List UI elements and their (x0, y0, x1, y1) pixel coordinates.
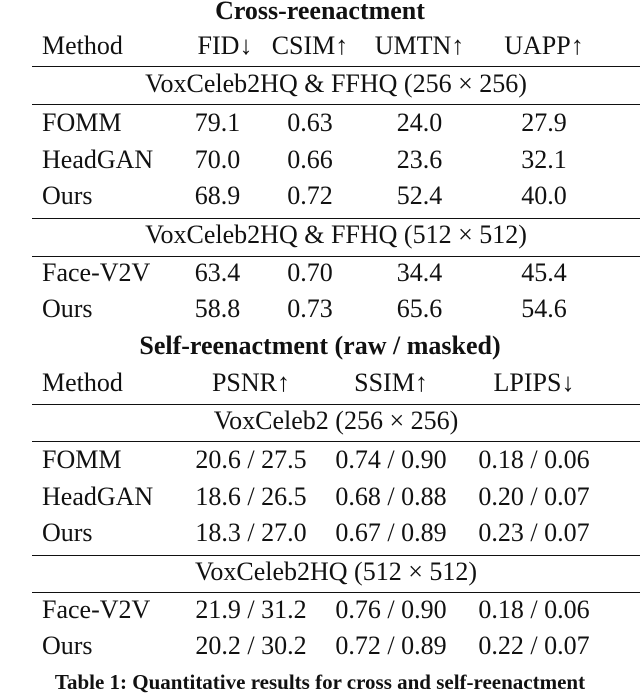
table-cell-ssim: 0.67 / 0.89 (335, 518, 447, 547)
table-row-method: Ours (42, 294, 93, 323)
self-header-method: Method (42, 368, 123, 397)
cross-header-uapp: UAPP↑ (504, 31, 584, 60)
table-cell-ssim: 0.76 / 0.90 (335, 595, 447, 624)
self-group-rule-2-top (32, 555, 640, 556)
table-cell-uapp: 32.1 (521, 145, 567, 174)
table-cell-fid: 79.1 (194, 108, 241, 137)
table-cell-psnr: 18.6 / 26.5 (195, 482, 307, 511)
table-cell-ssim: 0.74 / 0.90 (335, 445, 447, 474)
cross-group-rule-1 (32, 104, 640, 105)
table-cell-csim: 0.73 (287, 294, 333, 323)
table-cell-psnr: 20.2 / 30.2 (195, 631, 307, 660)
table-row-method: FOMM (42, 108, 122, 137)
table-cell-uapp: 54.6 (521, 294, 567, 323)
table-cell-lpips: 0.23 / 0.07 (478, 518, 590, 547)
table-cell-csim: 0.70 (287, 258, 333, 287)
table-cell-umtn: 52.4 (396, 181, 443, 210)
table-cell-umtn: 24.0 (396, 108, 443, 137)
cross-header-rule (32, 66, 640, 67)
cross-group-label-1: VoxCeleb2HQ & FFHQ (256 × 256) (145, 69, 527, 98)
table-cell-fid: 63.4 (194, 258, 241, 287)
table-cell-fid: 58.8 (194, 294, 241, 323)
self-group-rule-2-bottom (32, 592, 640, 593)
table-cell-lpips: 0.22 / 0.07 (478, 631, 590, 660)
cross-header-method: Method (42, 31, 123, 60)
table-cell-psnr: 20.6 / 27.5 (195, 445, 307, 474)
cross-header-csim: CSIM↑ (271, 31, 349, 60)
table-cell-fid: 70.0 (194, 145, 241, 174)
self-group-rule-1 (32, 441, 640, 442)
self-header-lpips: LPIPS↓ (493, 368, 575, 397)
self-header-rule (32, 404, 640, 405)
table-cell-ssim: 0.68 / 0.88 (335, 482, 447, 511)
table-row-method: Face-V2V (42, 595, 151, 624)
table-caption: Table 1: Quantitative results for cross and self-reenactment (54, 670, 586, 694)
self-group-label-1: VoxCeleb2 (256 × 256) (213, 406, 459, 435)
self-header-ssim: SSIM↑ (354, 368, 428, 397)
table-cell-lpips: 0.18 / 0.06 (478, 445, 590, 474)
table-cell-psnr: 21.9 / 31.2 (195, 595, 307, 624)
cross-section-title: Cross-reenactment (215, 0, 425, 25)
cross-header-umtn: UMTN↑ (374, 31, 465, 60)
table-cell-ssim: 0.72 / 0.89 (335, 631, 447, 660)
table-row-method: HeadGAN (42, 482, 154, 511)
table-cell-umtn: 34.4 (396, 258, 443, 287)
table-cell-fid: 68.9 (194, 181, 241, 210)
table-cell-lpips: 0.20 / 0.07 (478, 482, 590, 511)
table-cell-psnr: 18.3 / 27.0 (195, 518, 307, 547)
table-row-method: FOMM (42, 445, 122, 474)
self-group-label-2: VoxCeleb2HQ (512 × 512) (194, 557, 478, 586)
cross-group-label-2: VoxCeleb2HQ & FFHQ (512 × 512) (145, 220, 527, 249)
cross-group-rule-2-top (32, 218, 640, 219)
table-row-method: Face-V2V (42, 258, 151, 287)
table-row-method: Ours (42, 181, 93, 210)
table-cell-umtn: 23.6 (396, 145, 443, 174)
table-cell-csim: 0.63 (287, 108, 333, 137)
cross-group-rule-2-bottom (32, 256, 640, 257)
self-section-title: Self-reenactment (raw / masked) (139, 331, 501, 360)
cross-header-fid: FID↓ (197, 31, 253, 60)
self-header-psnr: PSNR↑ (211, 368, 291, 397)
table-cell-uapp: 27.9 (521, 108, 567, 137)
table-cell-csim: 0.72 (287, 181, 333, 210)
table-cell-lpips: 0.18 / 0.06 (478, 595, 590, 624)
table-cell-csim: 0.66 (287, 145, 333, 174)
table-cell-uapp: 40.0 (521, 181, 567, 210)
table-cell-umtn: 65.6 (396, 294, 443, 323)
table-row-method: HeadGAN (42, 145, 154, 174)
table-row-method: Ours (42, 631, 93, 660)
table-row-method: Ours (42, 518, 93, 547)
table-cell-uapp: 45.4 (521, 258, 567, 287)
